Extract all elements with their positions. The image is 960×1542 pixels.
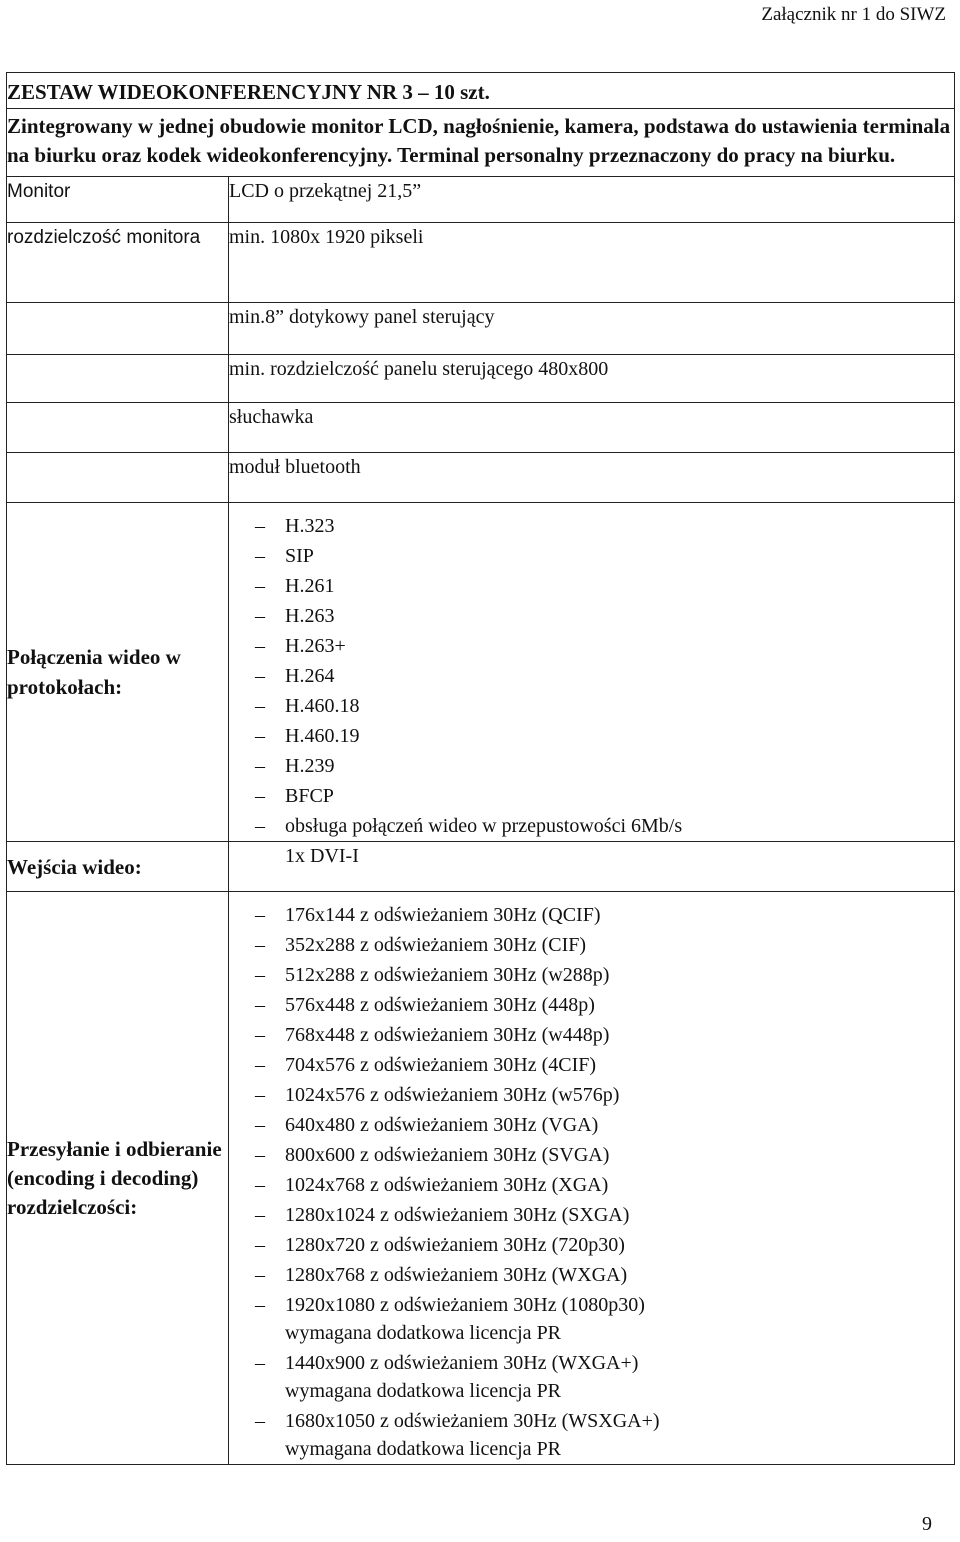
protocol-item: – H.261 [255, 571, 954, 601]
video-inputs-cell [229, 842, 955, 892]
set-title: ZESTAW WIDEOKONFERENCYJNY NR 3 – 10 szt. [7, 80, 490, 104]
handset-label-cell [7, 403, 229, 453]
set-description-cell [7, 109, 955, 177]
protocol-item: – obsługa połączeń wideo w przepustowości 6Mb/s [255, 811, 954, 841]
monitor-label: Monitor [7, 177, 229, 223]
resolution-item [255, 1140, 954, 1170]
protocols-list [229, 503, 954, 841]
resolution-text: 1280x1024 z odświeżaniem 30Hz (SXGA) [285, 1204, 630, 1226]
protocols-row [7, 503, 955, 842]
protocol-item: – H.263 [255, 601, 954, 631]
set-description: Zintegrowany w jednej obudowie monitor LCD, nagłośnienie, kamera, podstawa do ustawienia terminala na biurku oraz kodek wideokonferencyjny. Terminal personalny przeznaczony do pracy na biurku. [7, 114, 951, 167]
resolution-item [255, 1200, 954, 1230]
bluetooth-row [7, 453, 955, 503]
monitor-row [7, 177, 955, 223]
panel-resolution-value: min. rozdzielczość panelu sterującego 480x800 [229, 355, 955, 403]
set-header-cell [7, 73, 955, 109]
protocol-item: – H.323 [255, 511, 954, 541]
resolution-item [255, 1080, 954, 1110]
encoding-list-cell [229, 892, 955, 1465]
resolution-text: 352x288 z odświeżaniem 30Hz (CIF) [285, 934, 587, 956]
set-header-row [7, 73, 955, 109]
resolution-item [255, 1406, 954, 1462]
resolution-text: 576x448 z odświeżaniem 30Hz (448p) [285, 994, 595, 1016]
bluetooth-label-cell [7, 453, 229, 503]
resolution-text: 1024x768 z odświeżaniem 30Hz (XGA) [285, 1174, 609, 1196]
protocol-item: – H.264 [255, 661, 954, 691]
resolution-item [255, 1230, 954, 1260]
resolution-label: rozdzielczość monitora [7, 223, 229, 303]
monitor-value: LCD o przekątnej 21,5” [229, 177, 955, 223]
resolution-item [255, 1290, 954, 1346]
resolution-text: 800x600 z odświeżaniem 30Hz (SVGA) [285, 1144, 610, 1166]
bluetooth-value: moduł bluetooth [229, 453, 955, 503]
resolution-text: 768x448 z odświeżaniem 30Hz (w448p) [285, 1024, 610, 1046]
resolution-text: 1280x768 z odświeżaniem 30Hz (WXGA) [285, 1264, 628, 1286]
panel-resolution-row [7, 355, 955, 403]
resolution-item [255, 1348, 954, 1404]
resolution-item [255, 960, 954, 990]
touch-panel-label-cell [7, 303, 229, 355]
license-note: wymagana dodatkowa licencja PR [285, 1438, 562, 1460]
resolution-text: 512x288 z odświeżaniem 30Hz (w288p) [285, 964, 610, 986]
resolution-item [255, 900, 954, 930]
resolution-item [255, 1020, 954, 1050]
protocol-item: – BFCP [255, 781, 954, 811]
protocols-label: Połączenia wideo w protokołach: [7, 503, 229, 842]
resolution-row [7, 223, 955, 303]
resolution-item [255, 1260, 954, 1290]
resolution-text: 704x576 z odświeżaniem 30Hz (4CIF) [285, 1054, 597, 1076]
resolution-item [255, 1110, 954, 1140]
resolution-text: 1920x1080 z odświeżaniem 30Hz (1080p30) [285, 1294, 645, 1316]
video-inputs-row [7, 842, 955, 892]
encoding-label: Przesyłanie i odbieranie (encoding i decoding) rozdzielczości: [7, 892, 229, 1465]
document-header-note: Załącznik nr 1 do SIWZ [761, 4, 946, 25]
encoding-resolutions-list [229, 892, 954, 1462]
video-inputs-value: 1x DVI-I [285, 845, 359, 867]
handset-row [7, 403, 955, 453]
video-inputs-label: Wejścia wideo: [7, 842, 229, 892]
resolution-text: 640x480 z odświeżaniem 30Hz (VGA) [285, 1114, 599, 1136]
panel-resolution-label-cell [7, 355, 229, 403]
encoding-row [7, 892, 955, 1465]
resolution-value: min. 1080x 1920 pikseli [229, 223, 955, 303]
specification-table [6, 72, 955, 1465]
license-note: wymagana dodatkowa licencja PR [285, 1322, 562, 1344]
protocol-item: – SIP [255, 541, 954, 571]
protocol-item: – H.239 [255, 751, 954, 781]
resolution-item [255, 990, 954, 1020]
resolution-text: 176x144 z odświeżaniem 30Hz (QCIF) [285, 904, 601, 926]
touch-panel-value: min.8” dotykowy panel sterujący [229, 303, 955, 355]
resolution-item [255, 930, 954, 960]
resolution-text: 1680x1050 z odświeżaniem 30Hz (WSXGA+) [285, 1410, 660, 1432]
license-note: wymagana dodatkowa licencja PR [285, 1380, 562, 1402]
set-description-row [7, 109, 955, 177]
protocol-item: – H.460.19 [255, 721, 954, 751]
protocol-item: – H.460.18 [255, 691, 954, 721]
handset-value: słuchawka [229, 403, 955, 453]
page-number: 9 [922, 1513, 932, 1535]
resolution-item [255, 1050, 954, 1080]
resolution-text: 1440x900 z odświeżaniem 30Hz (WXGA+) [285, 1352, 639, 1374]
protocol-item: – H.263+ [255, 631, 954, 661]
protocols-list-cell [229, 503, 955, 842]
resolution-text: 1024x576 z odświeżaniem 30Hz (w576p) [285, 1084, 620, 1106]
resolution-text: 1280x720 z odświeżaniem 30Hz (720p30) [285, 1234, 625, 1256]
resolution-item [255, 1170, 954, 1200]
touch-panel-row [7, 303, 955, 355]
